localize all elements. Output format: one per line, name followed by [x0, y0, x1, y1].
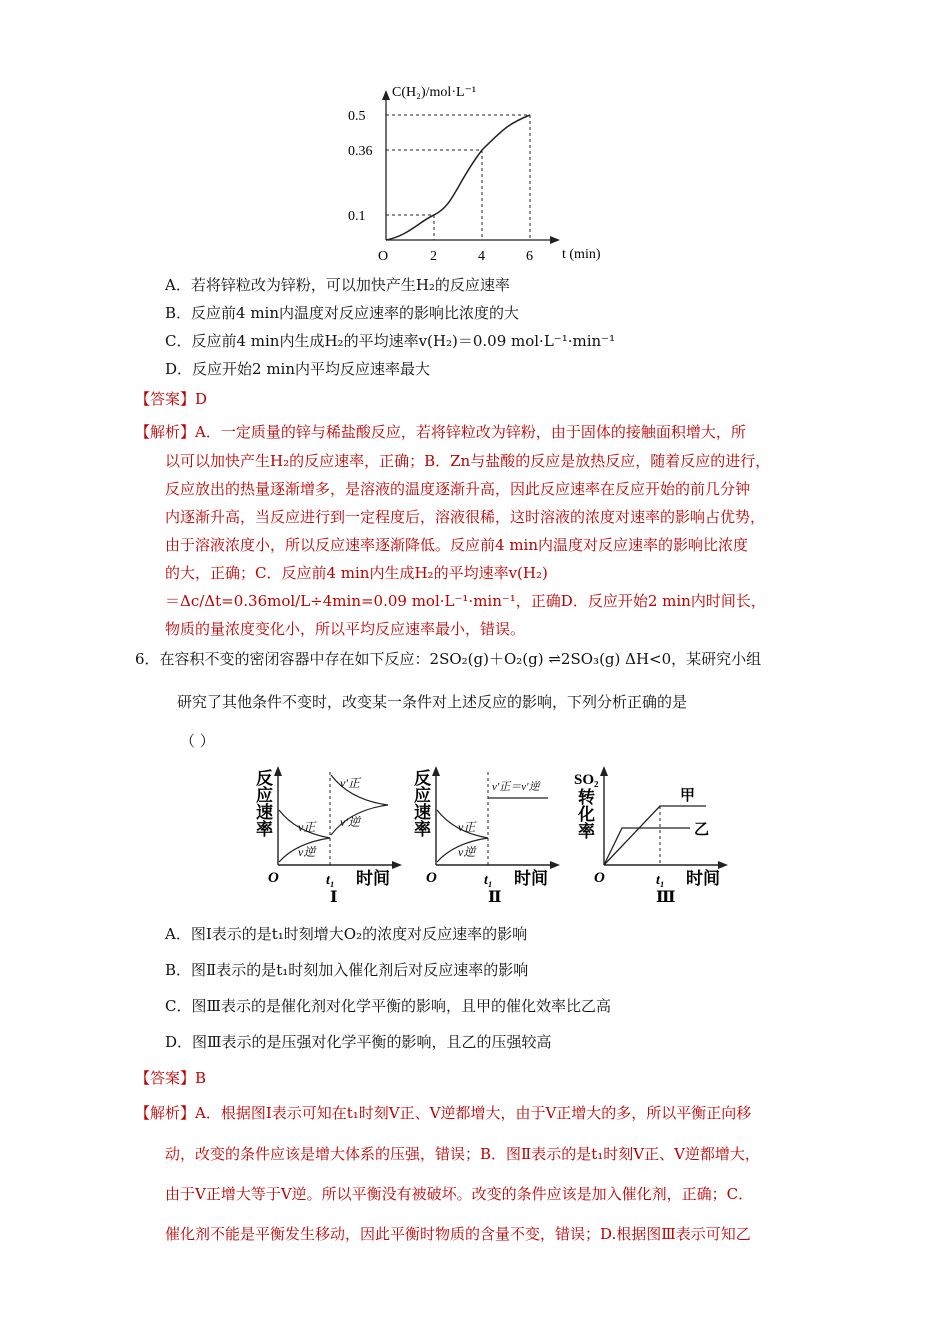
q6-stem-line-2: 研究了其他条件不变时，改变某一条件对上述反应的影响，下列分析正确的是	[177, 693, 688, 711]
graph-2	[414, 766, 560, 906]
g3-ylabel-1: 转	[578, 788, 595, 807]
x-tick-label: 4	[478, 249, 485, 264]
q6-analysis-line-3: 由于V正增大等于V逆。所以平衡没有被破坏。改变的条件应该是加入催化剂，正确；C．	[165, 1185, 754, 1203]
y-axis-arrow	[382, 90, 390, 100]
q6-option-b: B．图Ⅱ表示的是t₁时刻加入催化剂后对反应速率的影响	[165, 961, 529, 979]
q5-option-c: C．反应前4 min内生成H₂的平均速率v(H₂)＝0.09 mol·L⁻¹·min⁻¹	[165, 332, 616, 350]
y-tick-label: 0.5	[348, 109, 366, 124]
g2-ylabel-4: 率	[414, 820, 431, 839]
g1-ylabel-3: 速	[256, 803, 273, 822]
q5-analysis-line-2: 以可以加快产生H₂的反应速率，正确；B．Zn与盐酸的反应是放热反应，随着反应的进行，	[165, 452, 771, 470]
y-axis-label: C(H₂)/mol·L⁻¹	[392, 85, 477, 100]
g1-ylabel-4: 率	[256, 820, 273, 839]
g1-v-reverse: v逆	[298, 845, 316, 859]
q6-figures	[250, 760, 740, 910]
g3-roman: Ⅲ	[656, 889, 676, 906]
g1-roman: Ⅰ	[330, 889, 338, 906]
x-axis-label: t (min)	[562, 247, 601, 262]
g2-time: 时间	[514, 869, 548, 888]
x-tick-label: 6	[526, 249, 533, 264]
x-tick-label: 2	[430, 249, 437, 264]
graph-3	[574, 766, 728, 906]
g1-ylabel-1: 反	[256, 769, 273, 788]
g2-ylabel-1: 反	[414, 769, 431, 788]
g1-v-forward: v正	[298, 820, 316, 834]
g1-v-forward-prime: v′正	[340, 776, 360, 790]
q6-analysis-line-1: 【解析】A．根据图Ⅰ表示可知在t₁时刻V正、V逆都增大，由于V正增大的多，所以平衡正向移	[135, 1104, 752, 1122]
q5-analysis-line-4: 内逐渐升高，当反应进行到一定程度后，溶液很稀，这时溶液的浓度对速率的影响占优势，	[165, 508, 766, 526]
g3-ylabel-top: SO₂	[574, 772, 599, 788]
q5-analysis-line-8: 物质的量浓度变化小，所以平均反应速率最小，错误。	[165, 620, 526, 638]
g3-ylabel-2: 化	[578, 805, 595, 824]
g2-ylabel-2: 应	[414, 786, 431, 805]
origin-label: O	[378, 249, 389, 264]
q5-analysis-line-6: 的大，正确；C．反应前4 min内生成H₂的平均速率v(H₂)	[165, 564, 548, 582]
q5-analysis-line-1: 【解析】A．一定质量的锌与稀盐酸反应，若将锌粒改为锌粉，由于固体的接触面积增大，所	[135, 423, 746, 441]
g2-t1: t₁	[484, 873, 493, 888]
g1-t1: t₁	[326, 873, 335, 888]
graph-1	[256, 766, 402, 906]
q5-option-b: B．反应前4 min内温度对反应速率的影响比浓度的大	[165, 304, 520, 322]
q5-option-d: D．反应开始2 min内平均反应速率最大	[165, 360, 431, 378]
g1-v-reverse-prime: v′逆	[340, 815, 360, 829]
q5-analysis-line-5: 由于溶液浓度小，所以反应速率逐渐降低。反应前4 min内温度对反应速率的影响比浓度	[165, 536, 748, 554]
q6-analysis-line-2: 动，改变的条件应该是增大体系的压强，错误；B．图Ⅱ表示的是t₁时刻V正、V逆都增大，	[165, 1145, 760, 1163]
g2-roman: Ⅱ	[488, 889, 502, 906]
g2-v-forward: v正	[458, 820, 476, 834]
g3-time: 时间	[686, 869, 720, 888]
g3-jia: 甲	[680, 788, 696, 804]
g2-ylabel-3: 速	[414, 803, 431, 822]
q6-blank: （ ）	[180, 732, 215, 750]
g3-yi: 乙	[694, 822, 710, 838]
q5-answer: 【答案】D	[135, 390, 208, 408]
g3-ylabel-3: 率	[578, 822, 595, 841]
q6-option-d: D．图Ⅲ表示的是压强对化学平衡的影响，且乙的压强较高	[165, 1033, 552, 1051]
q6-stem-line-1: 6．在容积不变的密闭容器中存在如下反应：2SO₂(g)＋O₂(g) ⇌2SO₃(g) ΔH<0，某研究小组	[135, 650, 762, 668]
y-tick-label: 0.1	[348, 209, 366, 224]
q6-answer: 【答案】B	[135, 1069, 207, 1087]
g2-v-equal: v′正＝v′逆	[492, 781, 540, 793]
g1-ylabel-2: 应	[256, 786, 273, 805]
q6-option-a: A．图Ⅰ表示的是t₁时刻增大O₂的浓度对反应速率的影响	[165, 925, 528, 943]
g3-origin: O	[594, 870, 605, 886]
q5-analysis-line-7: ＝Δc/Δt=0.36mol/L÷4min=0.09 mol·L⁻¹·min⁻¹，正确D．反应开始2 min内时间长，	[165, 592, 766, 610]
g2-v-reverse: v逆	[458, 845, 476, 859]
concentration-curve	[386, 115, 530, 240]
q5-analysis-line-3: 反应放出的热量逐渐增多，是溶液的温度逐渐升高，因此反应速率在反应开始的前几分钟	[165, 480, 751, 498]
x-axis-arrow	[550, 236, 560, 244]
g2-origin: O	[426, 870, 437, 886]
q6-analysis-line-4: 催化剂不能是平衡发生移动，因此平衡时物质的含量不变，错误；D.根据图Ⅲ表示可知乙	[165, 1225, 751, 1243]
g1-time: 时间	[356, 869, 390, 888]
h2-concentration-chart	[330, 78, 620, 268]
g3-t1: t₁	[656, 873, 665, 888]
g1-origin: O	[268, 870, 279, 886]
q6-option-c: C．图Ⅲ表示的是催化剂对化学平衡的影响，且甲的催化效率比乙高	[165, 997, 611, 1015]
y-tick-label: 0.36	[348, 144, 373, 159]
q5-option-a: A．若将锌粒改为锌粉，可以加快产生H₂的反应速率	[165, 276, 510, 294]
